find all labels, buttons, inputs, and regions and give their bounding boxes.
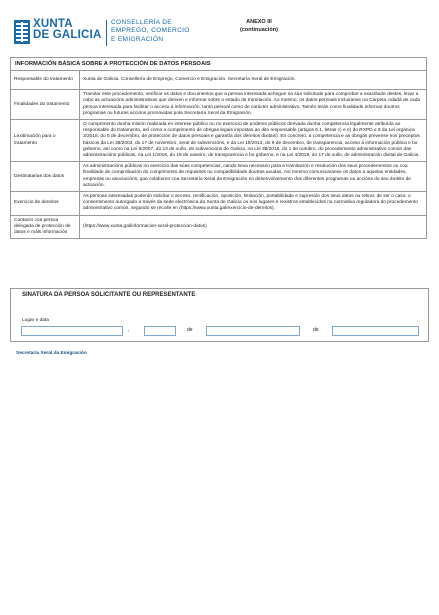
logo-line2: DE GALICIA: [33, 29, 102, 41]
table-row: [11, 71, 427, 90]
row-value: As persoas interesadas poderán solicitar o acceso, rectificación, oposición, limitación, portabilidade e supresión dos seus datos ou retirar, de ser o caso, o consentimento outorgado a través da sede electrónica da Xunta de Galicia ou nos lugares e rexistros establecidos na normativa reguladora do procedemento administrativo común, segundo se recolle en (https://www.xunta.gal/exercicio-de-dereitos).: [80, 192, 427, 216]
logo-divider: [106, 20, 107, 46]
document-header: [14, 18, 434, 50]
place-field[interactable]: [21, 326, 123, 336]
xunta-logo-icon: [14, 20, 30, 44]
logo-line1: XUNTA: [33, 18, 73, 30]
data-protection-table: [10, 57, 427, 239]
dept-line3: E EMIGRACIÓN: [111, 35, 164, 43]
row-label: Contacto coa persoa delegada de protección de datos e máis información: [11, 215, 80, 239]
row-value: (https://www.xunta.gal/informacion-xeral-proteccion-datos): [80, 215, 427, 239]
table-row: [11, 192, 427, 216]
department-name: [111, 19, 190, 44]
day-field[interactable]: [144, 326, 176, 336]
dept-line2: EMPREGO, COMERCIO: [111, 27, 190, 35]
row-value: O cumprimento dunha misión realizada en interese público ou no exercicio de poderes públicos derivada dunha competencia legalmente atribuída ao responsable do tratamento, así como o cumprimento de obrigas legais impostas ao dito responsable (artigos 6.1, letras c) e e) do RXPD e 8 da Lei orgánica 3/2018, do 5 de decembro, de protección de datos persoais e garantía dos dereitos dixitais). En concreto, a competencia e as obrigas prevense nos preceptos básicos da Lei 38/2003, do 17 de novembro, xeral de subvencións, e da Lei 19/2013, do 9 de decembro, de transparencia, acceso á información pública e bo goberno, así como na Lei 9/2007, do 13 de xuño, de subvencións de Galicia, na Lei 39/2015, do 1 de outubro, do procedemento administrativo común das administracións públicas, na Lei 1/2016, do 18 de xaneiro, de transparencia e bo goberno, e na Lei 4/2019, do 17 de xullo, de administración dixital de Galicia.: [80, 120, 427, 162]
row-value: Xunta de Galicia. Consellería de Emprego, Comercio e Emigración. Secretaría Xeral de Emigración.: [80, 71, 427, 90]
table-title: INFORMACIÓN BÁSICA SOBRE A PROTECCIÓN DE DATOS PERSOAIS: [11, 58, 427, 71]
annex-subtitle: (continuación): [240, 27, 278, 33]
signature-section: [10, 288, 429, 342]
row-value: Tramitar este procedemento, verificar os datos e documentos que a persoa interesada achegue na súa solicitude para comprobar a exactitude destes, levar a cabo as actuacións administrativas que deriven e informar sobre o estado de tramitación. Ao mesmo, os datos persoais incluiranse na Carpeta cidadá de cada persoa interesada para facilitar o acceso á información, tanto persoal como de carácter administrativo. Tamén terán como finalidade informar doutros programas ou futuras accións promovidas pola Secretaría Xeral da Emigración.: [80, 90, 427, 120]
row-label: Exercicio de dereitos: [11, 192, 80, 216]
year-field[interactable]: [332, 326, 419, 336]
table-row: [11, 215, 427, 239]
annex-heading: [234, 18, 284, 34]
row-label: Finalidades do tratamento: [11, 90, 80, 120]
comma-separator: ,: [128, 327, 130, 333]
annex-title: ANEXO III: [246, 19, 272, 25]
signature-title: SINATURA DA PERSOA SOLICITANTE OU REPRESENTANTE: [22, 292, 196, 298]
table-row: [11, 90, 427, 120]
row-label: Destinatarias dos datos: [11, 162, 80, 192]
de-separator: de: [187, 327, 193, 333]
place-date-label: Lugar e data: [22, 318, 49, 323]
row-value: As administracións públicas no exercicio das súas competencias, cando sexa necesario para a tramitación e resolución dos seus procedementos ou coa finalidade de comprobación do cumprimento de requisitos ou compatibilidade doutras axudas. Así mesmo comunicaranse os datos a aquelas entidades, empresas ou asociacións, que colaboren coa Secretaría Xeral da Emigración no desenvolvemento dos diferentes programas ou accións do seu ámbito de actuación.: [80, 162, 427, 192]
footer-text: Secretaría Xeral da Emigración: [16, 351, 87, 356]
month-field[interactable]: [206, 326, 300, 336]
dept-line1: CONSELLERÍA DE: [111, 19, 172, 26]
de-separator: de: [313, 327, 319, 333]
xunta-logo-text: [33, 19, 101, 41]
table-row: [11, 162, 427, 192]
row-label: Responsable do tratamento: [11, 71, 80, 90]
row-label: Lexitimación para o tratamento: [11, 120, 80, 162]
table-row: [11, 120, 427, 162]
